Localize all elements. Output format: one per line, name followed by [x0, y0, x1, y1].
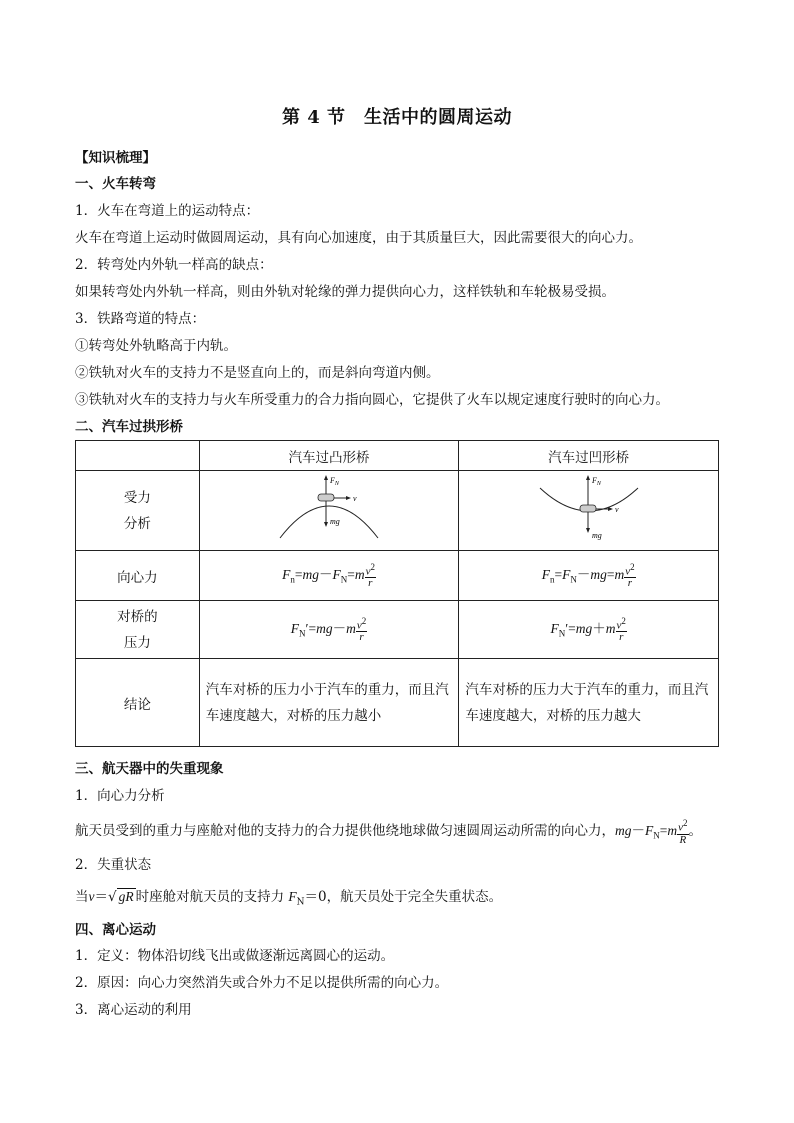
table-row-force	[76, 471, 719, 551]
s1-heading: 一、火车转弯	[75, 176, 156, 192]
gravity-label: mg	[591, 530, 602, 540]
normal-force-label: $F_N$	[591, 475, 601, 487]
table-row-pressure	[76, 601, 719, 659]
concave-bridge-diagram	[534, 472, 644, 546]
table-header-row	[76, 441, 719, 471]
s1-point3: ③铁轨对火车的支持力与火车所受重力的合力指向圆心，它提供了火车以规定速度行驶时的向心力。	[75, 392, 669, 408]
velocity-label: v	[614, 504, 619, 514]
convex-bridge-diagram	[274, 472, 384, 546]
concave-pressure-formula: $F_N'=mg+m$ $\frac{v^2}{r}$	[459, 601, 719, 659]
col-convex-header: 汽车过凸形桥	[199, 441, 459, 471]
row-force-label-b: 分析	[123, 515, 151, 532]
gravity-arrowhead	[324, 522, 328, 527]
s3-item1-text: 航天员受到的重力与座舱对他的支持力的合力提供他绕地球做匀速圆周运动所需的向心力，$mg-F_N=m$ $\frac{v^2}{R}$ 。	[75, 818, 703, 846]
row-centripetal-label: 向心力	[76, 551, 200, 601]
concave-centripetal-formula: $F_n=F_N-mg=m$ $\frac{v^2}{r}$	[459, 551, 719, 601]
convex-centripetal-formula: $F_n=mg-F_N=m$ $\frac{v^2}{r}$	[199, 551, 459, 601]
convex-pressure-formula: $F_N'=mg-m$ $\frac{v^2}{r}$	[199, 601, 459, 659]
s4-heading: 四、离心运动	[75, 922, 156, 938]
s4-item2: 2．原因：向心力突然消失或合外力不足以提供所需的向心力。	[75, 975, 449, 991]
s1-item2-text: 如果转弯处内外轨一样高，则由外轨对轮缘的弹力提供向心力，这样铁轨和车轮极易受损。	[75, 284, 615, 300]
table-corner-cell	[76, 441, 200, 471]
s1-point2: ②铁轨对火车的支持力不是竖直向上的，而是斜向弯道内侧。	[75, 365, 440, 381]
convex-conclusion: 汽车对桥的压力小于汽车的重力，而且汽车速度越大，对桥的压力越小	[199, 659, 459, 747]
velocity-label: v	[353, 493, 357, 503]
gravity-arrowhead	[586, 528, 590, 533]
convex-bridge-arc	[280, 506, 378, 538]
velocity-arrowhead	[608, 507, 613, 511]
row-force-label-a: 受力	[123, 489, 151, 506]
s1-item1-label: 1．火车在弯道上的运动特点：	[75, 203, 260, 219]
table-row-conclusion	[76, 659, 719, 747]
section-header: 【知识梳理】	[75, 150, 156, 166]
s3-item1-label: 1．向心力分析	[75, 788, 165, 804]
s3-item2-label: 2．失重状态	[75, 857, 152, 873]
s1-item1-text: 火车在弯道上运动时做圆周运动，具有向心加速度，由于其质量巨大，因此需要很大的向心力。	[75, 230, 642, 246]
s3-item2-text: 当v＝√ gR 时座舱对航天员的支持力 $F_N=0$，航天员处于完全失重状态。	[75, 889, 503, 908]
row-pressure-label	[76, 601, 200, 659]
table-row-centripetal	[76, 551, 719, 601]
col-concave-header: 汽车过凹形桥	[459, 441, 719, 471]
s4-item1: 1．定义：物体沿切线飞出或做逐渐远离圆心的运动。	[75, 948, 395, 964]
car-icon	[580, 505, 596, 512]
s1-item2-label: 2．转弯处内外轨一样高的缺点：	[75, 257, 273, 273]
concave-conclusion: 汽车对桥的压力大于汽车的重力，而且汽车速度越大，对桥的压力越大	[459, 659, 719, 747]
s1-item3-label: 3．铁路弯道的特点：	[75, 311, 206, 327]
concave-diagram-cell	[459, 471, 719, 551]
normal-force-label: $F_N$	[330, 475, 339, 487]
page-title: 第 4 节 生活中的圆周运动	[281, 107, 513, 128]
car-icon	[318, 494, 334, 501]
row-force-label	[76, 471, 200, 551]
row-pressure-label-a: 对桥的	[117, 608, 158, 625]
bridge-table	[75, 440, 719, 747]
row-conclusion-label: 结论	[76, 659, 200, 747]
velocity-arrowhead	[346, 496, 351, 500]
s1-point1: ①转弯处外轨略高于内轨。	[75, 338, 237, 354]
s2-heading: 二、汽车过拱形桥	[75, 419, 183, 435]
row-pressure-label-b: 压力	[123, 634, 151, 651]
s4-item3: 3．离心运动的利用	[75, 1002, 192, 1018]
gravity-label: mg	[330, 516, 340, 526]
normal-force-arrowhead	[586, 475, 590, 480]
convex-diagram-cell	[199, 471, 459, 551]
normal-force-arrowhead	[324, 475, 328, 480]
s3-heading: 三、航天器中的失重现象	[75, 761, 224, 777]
